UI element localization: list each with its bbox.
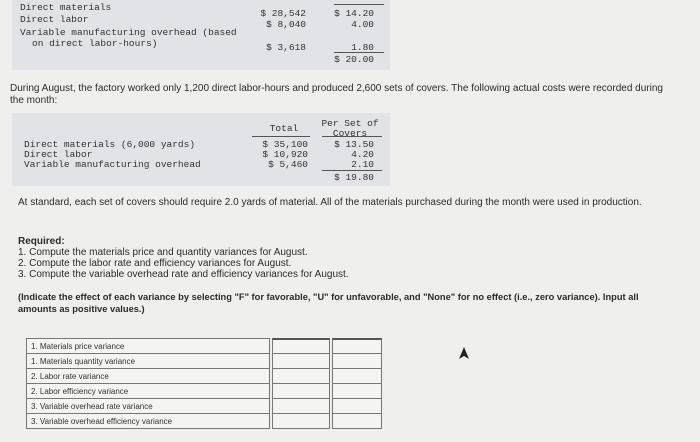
variance-effect-select[interactable] bbox=[332, 398, 382, 413]
std-per-set-total: $ 20.00 bbox=[334, 54, 374, 65]
std-row-per-set-1: $ 14.20 bbox=[334, 8, 374, 19]
instruction-text: (Indicate the effect of each variance by selecting "F" for favorable, "U" for unfavorable, and "None" for no effect (i.e., zero variance). Input all amounts as positive values.) bbox=[18, 292, 639, 314]
actual-row-label-3: Variable manufacturing overhead bbox=[24, 159, 201, 170]
actual-header-per-set-2: Covers bbox=[332, 128, 368, 139]
actual-header-rule-per-set bbox=[322, 136, 382, 137]
actual-row-per-set-1: $ 13.50 bbox=[334, 139, 374, 150]
variance-amount-input[interactable] bbox=[272, 383, 330, 398]
required-item-3: 3. Compute the variable overhead rate and efficiency variances for August. bbox=[18, 269, 349, 280]
required-item-1: 1. Compute the materials price and quantity variances for August. bbox=[18, 247, 308, 258]
variance-effect-select[interactable] bbox=[332, 368, 382, 383]
std-row-label-1: Direct materials bbox=[20, 2, 112, 13]
answer-row-label: 3. Variable overhead rate variance bbox=[26, 398, 270, 413]
variance-effect-select[interactable] bbox=[332, 383, 382, 398]
actual-row-label-1: Direct materials (6,000 yards) bbox=[24, 139, 196, 150]
actual-row-total-2: $ 10,920 bbox=[262, 149, 308, 160]
variance-effect-select[interactable] bbox=[332, 413, 382, 429]
variance-effect-select[interactable] bbox=[332, 338, 382, 353]
variance-amount-input[interactable] bbox=[272, 368, 330, 383]
mouse-cursor-icon bbox=[459, 347, 469, 359]
std-row-total-1: $ 28,542 bbox=[260, 8, 306, 19]
answer-row-label: 2. Labor efficiency variance bbox=[26, 383, 270, 398]
std-per-set-top-rule bbox=[334, 4, 384, 5]
actual-row-per-set-2: 4.20 bbox=[351, 149, 374, 160]
std-row-per-set-4: 1.80 bbox=[351, 42, 374, 53]
std-row-label-4: on direct labor-hours) bbox=[32, 38, 158, 49]
std-row-label-2: Direct labor bbox=[20, 14, 89, 25]
actual-row-total-1: $ 35,100 bbox=[262, 139, 308, 150]
actual-per-set-total: $ 19.80 bbox=[334, 172, 374, 183]
required-item-2: 2. Compute the labor rate and efficiency variances for August. bbox=[18, 258, 292, 269]
august-paragraph: During August, the factory worked only 1,200 direct labor-hours and produced 2,600 sets of covers. The following actual costs were recorded during the month: bbox=[10, 83, 663, 106]
std-per-set-sum-rule bbox=[334, 52, 384, 53]
answer-row-label: 1. Materials price variance bbox=[26, 338, 270, 353]
answer-row-label: 2. Labor rate variance bbox=[26, 368, 270, 383]
actual-row-per-set-3: 2.10 bbox=[351, 159, 374, 170]
variance-amount-input[interactable] bbox=[272, 353, 330, 368]
actual-per-set-sum-rule bbox=[322, 170, 382, 171]
actual-row-total-3: $ 5,460 bbox=[268, 159, 308, 170]
answer-row-label: 1. Materials quantity variance bbox=[26, 353, 270, 368]
std-row-per-set-2: 4.00 bbox=[351, 19, 374, 30]
std-row-total-2: $ 8,040 bbox=[266, 19, 306, 30]
std-row-total-4: $ 3,618 bbox=[266, 42, 306, 53]
std-row-label-3: Variable manufacturing overhead (based bbox=[20, 27, 237, 38]
variance-amount-input[interactable] bbox=[272, 398, 330, 413]
variance-amount-input[interactable] bbox=[272, 338, 330, 353]
variance-amount-input[interactable] bbox=[272, 413, 330, 429]
actual-header-total: Total bbox=[269, 123, 299, 134]
required-heading: Required: bbox=[18, 236, 65, 247]
standard-paragraph: At standard, each set of covers should require 2.0 yards of material. All of the materials purchased during the month were used in production. bbox=[18, 197, 642, 208]
actual-header-per-set-1: Per Set of bbox=[321, 118, 379, 129]
actual-header-rule-total bbox=[252, 136, 310, 137]
actual-row-label-2: Direct labor bbox=[24, 149, 93, 160]
variance-effect-select[interactable] bbox=[332, 353, 382, 368]
answer-row-label: 3. Variable overhead efficiency variance bbox=[26, 413, 270, 429]
